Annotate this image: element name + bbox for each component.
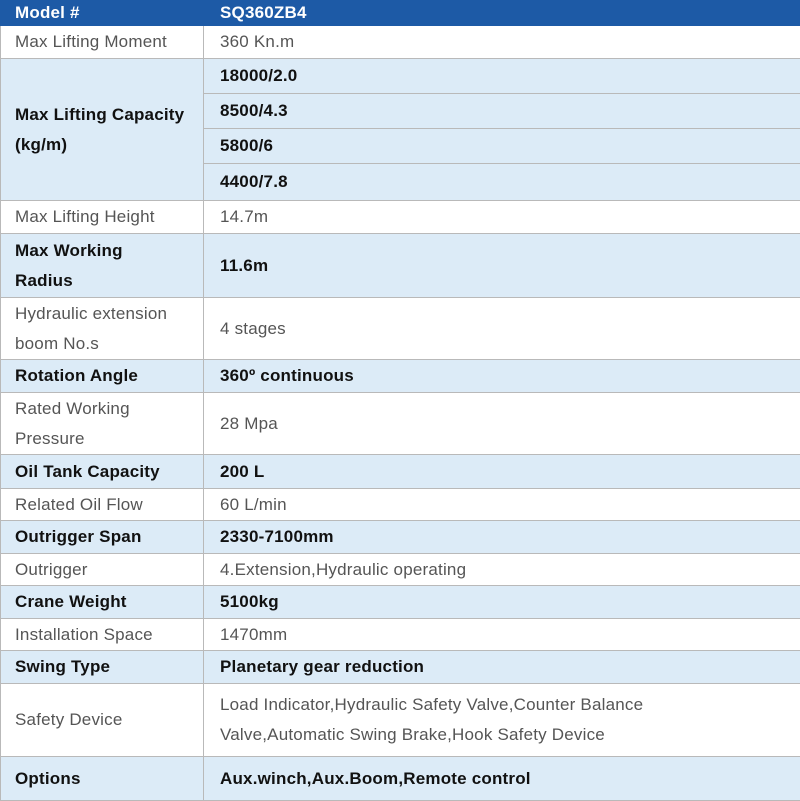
row-label-options: Options	[1, 757, 204, 801]
row-value-rotation-angle: 360º continuous	[204, 360, 800, 393]
table-row	[1, 651, 800, 684]
table-row	[1, 234, 800, 298]
row-label-crane-weight: Crane Weight	[1, 586, 204, 619]
row-label-line: Max Working	[15, 236, 203, 266]
row-label-swing-type: Swing Type	[1, 651, 204, 684]
row-label-line: Pressure	[15, 424, 203, 454]
table-row	[1, 554, 800, 586]
row-label-hydraulic-extension	[1, 298, 204, 360]
table-row	[1, 757, 800, 801]
row-label-line: Hydraulic extension	[15, 299, 203, 329]
row-label-outrigger: Outrigger	[1, 554, 204, 586]
row-label-installation-space: Installation Space	[1, 619, 204, 651]
row-value-options: Aux.winch,Aux.Boom,Remote control	[204, 757, 800, 801]
row-label-rated-working-pressure	[1, 393, 204, 455]
table-header-row	[1, 1, 800, 26]
row-value-swing-type: Planetary gear reduction	[204, 651, 800, 684]
row-value-max-lifting-moment: 360 Kn.m	[204, 26, 800, 59]
row-label-line: Radius	[15, 266, 203, 296]
table-row	[1, 360, 800, 393]
table-row	[1, 201, 800, 234]
table-row	[1, 455, 800, 489]
row-label-line: (kg/m)	[15, 130, 203, 160]
row-value-related-oil-flow: 60 L/min	[204, 489, 800, 521]
row-label-max-lifting-capacity	[1, 59, 204, 201]
table-row	[1, 586, 800, 619]
row-label-line: Max Lifting Capacity	[15, 100, 203, 130]
row-value-rated-working-pressure: 28 Mpa	[204, 393, 800, 455]
row-label-related-oil-flow: Related Oil Flow	[1, 489, 204, 521]
table-row	[1, 619, 800, 651]
row-value-max-working-radius: 11.6m	[204, 234, 800, 298]
row-value-capacity-2: 8500/4.3	[204, 94, 800, 129]
row-value-line: Load Indicator,Hydraulic Safety Valve,Counter Balance	[220, 690, 800, 720]
row-label-line: Rated Working	[15, 394, 203, 424]
row-label-max-lifting-height: Max Lifting Height	[1, 201, 204, 234]
row-label-max-lifting-moment: Max Lifting Moment	[1, 26, 204, 59]
row-value-max-lifting-height: 14.7m	[204, 201, 800, 234]
table-row	[1, 489, 800, 521]
table-row	[1, 684, 800, 757]
row-label-max-working-radius	[1, 234, 204, 298]
header-model-value: SQ360ZB4	[204, 1, 800, 26]
row-value-outrigger-span: 2330-7100mm	[204, 521, 800, 554]
table-row	[1, 26, 800, 59]
table-row	[1, 298, 800, 360]
row-value-hydraulic-extension: 4 stages	[204, 298, 800, 360]
row-label-rotation-angle: Rotation Angle	[1, 360, 204, 393]
row-value-capacity-4: 4400/7.8	[204, 164, 800, 201]
table-row	[1, 59, 800, 94]
table-row	[1, 521, 800, 554]
row-label-safety-device: Safety Device	[1, 684, 204, 757]
row-label-outrigger-span: Outrigger Span	[1, 521, 204, 554]
table-row	[1, 393, 800, 455]
row-label-oil-tank-capacity: Oil Tank Capacity	[1, 455, 204, 489]
row-label-line: boom No.s	[15, 329, 203, 359]
header-model-label: Model #	[1, 1, 204, 26]
row-value-safety-device	[204, 684, 800, 757]
row-value-line: Valve,Automatic Swing Brake,Hook Safety Device	[220, 720, 800, 750]
row-value-capacity-1: 18000/2.0	[204, 59, 800, 94]
row-value-capacity-3: 5800/6	[204, 129, 800, 164]
row-value-installation-space: 1470mm	[204, 619, 800, 651]
row-value-crane-weight: 5100kg	[204, 586, 800, 619]
row-value-outrigger: 4.Extension,Hydraulic operating	[204, 554, 800, 586]
row-value-oil-tank-capacity: 200 L	[204, 455, 800, 489]
